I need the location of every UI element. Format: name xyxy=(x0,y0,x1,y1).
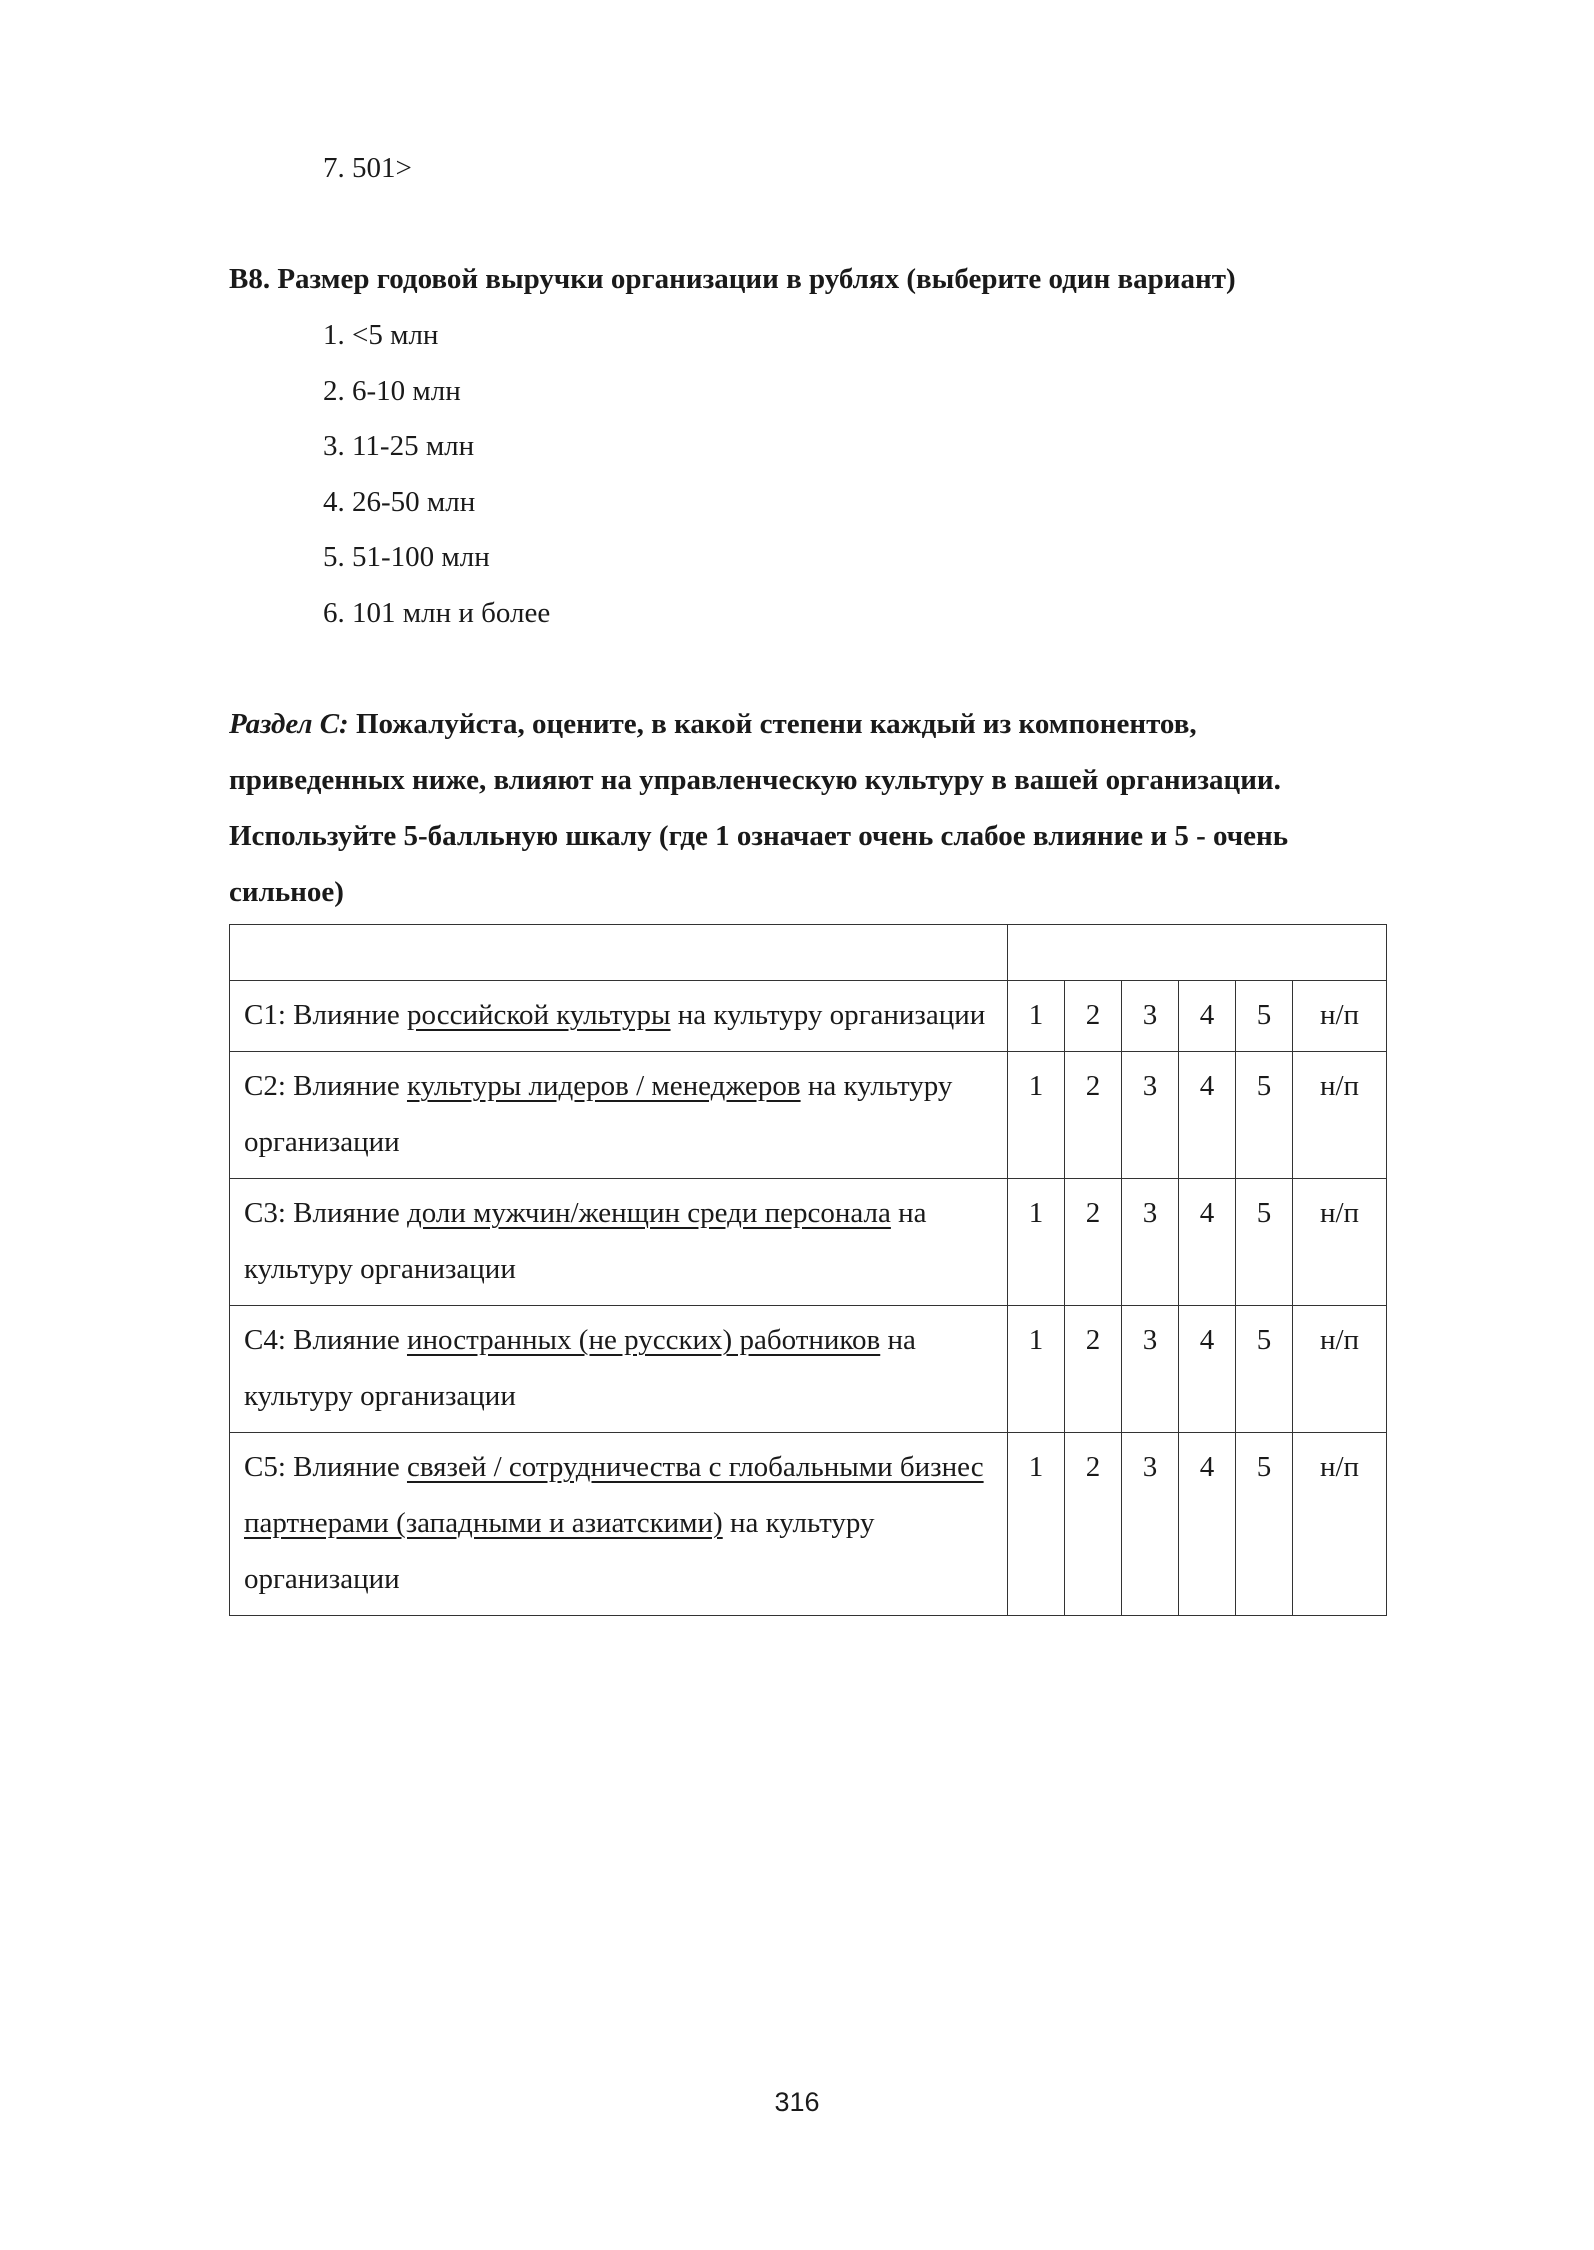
scale-option-3[interactable]: 3 xyxy=(1122,1052,1179,1179)
scale-option-1[interactable]: 1 xyxy=(1008,981,1065,1052)
scale-option-3[interactable]: 3 xyxy=(1122,981,1179,1052)
b8-heading: B8. Размер годовой выручки организации в рублях (выберите один вариант) xyxy=(229,263,1236,295)
section-c-instructions xyxy=(229,696,1379,920)
rating-table xyxy=(229,924,1387,1616)
scale-option-na[interactable]: н/п xyxy=(1293,1052,1387,1179)
scale-option-1[interactable]: 1 xyxy=(1008,1433,1065,1616)
header-empty-cell xyxy=(230,925,1008,981)
table-row xyxy=(230,1052,1387,1179)
scale-option-5[interactable]: 5 xyxy=(1236,1306,1293,1433)
table-row xyxy=(230,981,1387,1052)
section-c-text: Пожалуйста, оцените, в какой степени каждый из компонентов, приведенных ниже, влияют на управленческую культуру в вашей организации. Используйте 5-балльную шкалу (где 1 означает очень слабое влияние и 5 - очень сильное) xyxy=(229,708,1289,908)
b8-option-5: 5. 51-100 млн xyxy=(323,541,490,573)
scale-option-na[interactable]: н/п xyxy=(1293,1306,1387,1433)
question-c1: С1: Влияние российской культуры на культуру организации xyxy=(230,981,1008,1052)
scale-option-2[interactable]: 2 xyxy=(1065,1306,1122,1433)
table-row xyxy=(230,1433,1387,1616)
scale-option-4[interactable]: 4 xyxy=(1179,1052,1236,1179)
scale-option-5[interactable]: 5 xyxy=(1236,1179,1293,1306)
table-header-row xyxy=(230,925,1387,981)
scale-option-1[interactable]: 1 xyxy=(1008,1306,1065,1433)
header-scale-cell xyxy=(1008,925,1387,981)
table-row xyxy=(230,1306,1387,1433)
scale-option-2[interactable]: 2 xyxy=(1065,1433,1122,1616)
scale-option-2[interactable]: 2 xyxy=(1065,1052,1122,1179)
scale-option-na[interactable]: н/п xyxy=(1293,981,1387,1052)
b8-option-6: 6. 101 млн и более xyxy=(323,597,551,629)
b8-option-4: 4. 26-50 млн xyxy=(323,486,476,518)
scale-option-na[interactable]: н/п xyxy=(1293,1179,1387,1306)
scale-option-1[interactable]: 1 xyxy=(1008,1052,1065,1179)
scale-option-5[interactable]: 5 xyxy=(1236,981,1293,1052)
question-c2: С2: Влияние культуры лидеров / менеджеров на культуру организации xyxy=(230,1052,1008,1179)
scale-option-4[interactable]: 4 xyxy=(1179,981,1236,1052)
scale-option-5[interactable]: 5 xyxy=(1236,1433,1293,1616)
scale-option-3[interactable]: 3 xyxy=(1122,1433,1179,1616)
question-c3: С3: Влияние доли мужчин/женщин среди персонала на культуру организации xyxy=(230,1179,1008,1306)
prev-list-item-7: 7. 501> xyxy=(323,152,412,184)
scale-option-1[interactable]: 1 xyxy=(1008,1179,1065,1306)
scale-option-2[interactable]: 2 xyxy=(1065,1179,1122,1306)
scale-option-na[interactable]: н/п xyxy=(1293,1433,1387,1616)
scale-option-4[interactable]: 4 xyxy=(1179,1179,1236,1306)
scale-option-4[interactable]: 4 xyxy=(1179,1433,1236,1616)
scale-option-3[interactable]: 3 xyxy=(1122,1179,1179,1306)
table-row xyxy=(230,1179,1387,1306)
b8-option-1: 1. <5 млн xyxy=(323,319,439,351)
section-c-label: Раздел С: xyxy=(229,708,349,740)
scale-option-4[interactable]: 4 xyxy=(1179,1306,1236,1433)
b8-option-2: 2. 6-10 млн xyxy=(323,375,461,407)
scale-option-5[interactable]: 5 xyxy=(1236,1052,1293,1179)
question-c5: С5: Влияние связей / сотрудничества с глобальными бизнес партнерами (западными и азиатскими) на культуру организации xyxy=(230,1433,1008,1616)
scale-option-3[interactable]: 3 xyxy=(1122,1306,1179,1433)
question-c4: С4: Влияние иностранных (не русских) работников на культуру организации xyxy=(230,1306,1008,1433)
page-number: 316 xyxy=(774,2087,820,2117)
scale-option-2[interactable]: 2 xyxy=(1065,981,1122,1052)
b8-option-3: 3. 11-25 млн xyxy=(323,430,475,462)
